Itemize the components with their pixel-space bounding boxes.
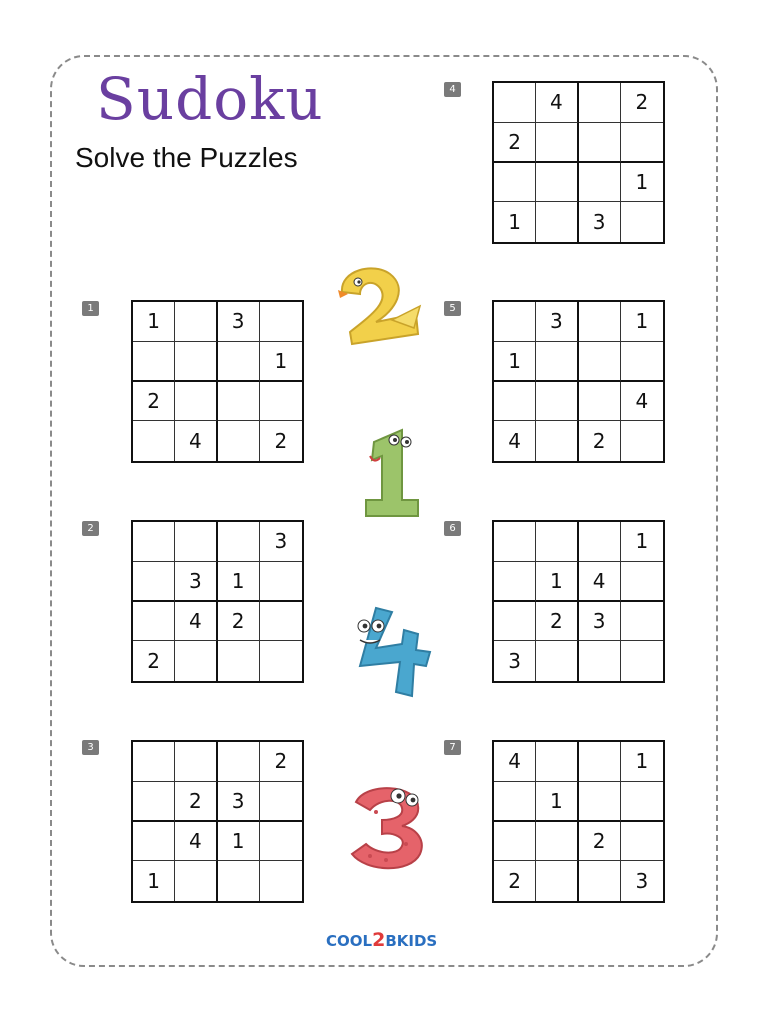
sudoku-cell (218, 382, 260, 422)
sudoku-cell: 2 (536, 602, 578, 642)
sudoku-cell (133, 822, 175, 862)
sudoku-cell (579, 522, 621, 562)
sudoku-cell (218, 742, 260, 782)
sudoku-cell: 2 (579, 822, 621, 862)
sudoku-cell (579, 782, 621, 822)
sudoku-grid-7 (492, 740, 665, 903)
puzzle-number-badge: 3 (82, 740, 99, 755)
sudoku-grid-3 (131, 740, 304, 903)
sudoku-cell (494, 522, 536, 562)
number-two-character (330, 262, 426, 348)
sudoku-cell: 3 (536, 302, 578, 342)
number-four-character (346, 604, 432, 700)
sudoku-cell (133, 562, 175, 602)
sudoku-cell: 1 (536, 782, 578, 822)
sudoku-cell (536, 382, 578, 422)
sudoku-cell: 2 (175, 782, 217, 822)
sudoku-cell: 3 (579, 202, 621, 242)
sudoku-cell: 4 (579, 562, 621, 602)
sudoku-cell (579, 861, 621, 901)
sudoku-cell (621, 421, 663, 461)
number-one-character (360, 428, 426, 522)
sudoku-cell: 2 (133, 382, 175, 422)
sudoku-cell (218, 522, 260, 562)
page-title: Sudoku (96, 65, 324, 133)
sudoku-cell (260, 861, 302, 901)
number-three-character (346, 782, 430, 872)
sudoku-cell (536, 421, 578, 461)
sudoku-cell: 1 (621, 302, 663, 342)
sudoku-cell: 4 (175, 421, 217, 461)
sudoku-cell (494, 782, 536, 822)
puzzle-number-badge: 5 (444, 301, 461, 316)
sudoku-cell: 3 (218, 782, 260, 822)
sudoku-cell: 1 (536, 562, 578, 602)
puzzle-number-badge: 4 (444, 82, 461, 97)
sudoku-cell: 2 (218, 602, 260, 642)
sudoku-cell (494, 302, 536, 342)
sudoku-cell (175, 302, 217, 342)
puzzle-number-badge: 7 (444, 740, 461, 755)
sudoku-cell: 4 (494, 421, 536, 461)
sudoku-cell (494, 562, 536, 602)
sudoku-cell (175, 342, 217, 382)
logo-text-bkids: BKIDS (385, 932, 438, 950)
sudoku-cell: 2 (579, 421, 621, 461)
sudoku-cell (579, 382, 621, 422)
sudoku-cell (621, 202, 663, 242)
sudoku-cell (494, 382, 536, 422)
sudoku-cell (218, 641, 260, 681)
sudoku-cell (536, 163, 578, 203)
sudoku-cell (494, 822, 536, 862)
sudoku-cell (260, 641, 302, 681)
sudoku-cell (579, 342, 621, 382)
sudoku-cell (494, 602, 536, 642)
sudoku-cell: 3 (260, 522, 302, 562)
sudoku-cell: 4 (175, 822, 217, 862)
sudoku-cell: 4 (494, 742, 536, 782)
sudoku-cell (536, 202, 578, 242)
sudoku-cell (536, 123, 578, 163)
sudoku-cell (579, 641, 621, 681)
sudoku-cell: 3 (218, 302, 260, 342)
page-subtitle: Solve the Puzzles (75, 142, 298, 173)
sudoku-cell (133, 421, 175, 461)
sudoku-grid-1 (131, 300, 304, 463)
sudoku-cell: 1 (621, 742, 663, 782)
sudoku-cell (133, 782, 175, 822)
sudoku-cell: 2 (621, 83, 663, 123)
sudoku-cell: 4 (175, 602, 217, 642)
sudoku-cell (260, 562, 302, 602)
sudoku-cell: 2 (260, 742, 302, 782)
sudoku-cell: 1 (260, 342, 302, 382)
sudoku-cell: 3 (579, 602, 621, 642)
sudoku-cell: 1 (494, 342, 536, 382)
sudoku-cell (260, 602, 302, 642)
sudoku-cell: 4 (536, 83, 578, 123)
sudoku-cell: 3 (635, 869, 649, 894)
sudoku-cell: 4 (621, 382, 663, 422)
sudoku-cell (175, 522, 217, 562)
logo-text-cool: COOL (326, 932, 373, 950)
sudoku-cell: 2 (494, 123, 536, 163)
sudoku-cell: 1 (218, 822, 260, 862)
logo-text-two: 2 (372, 929, 386, 951)
sudoku-cell: 1 (621, 522, 663, 562)
sudoku-cell (536, 641, 578, 681)
sudoku-cell (494, 163, 536, 203)
sudoku-cell: 1 (218, 562, 260, 602)
sudoku-cell (621, 562, 663, 602)
sudoku-cell (218, 861, 260, 901)
sudoku-cell (621, 641, 663, 681)
sudoku-cell (175, 742, 217, 782)
sudoku-cell (621, 123, 663, 163)
sudoku-cell (175, 641, 217, 681)
sudoku-cell (621, 602, 663, 642)
sudoku-cell (133, 602, 175, 642)
sudoku-cell (218, 421, 260, 461)
sudoku-cell (579, 302, 621, 342)
sudoku-cell (579, 163, 621, 203)
sudoku-grid-2 (131, 520, 304, 683)
sudoku-cell: 3 (494, 641, 536, 681)
sudoku-cell: 3 (175, 562, 217, 602)
sudoku-cell (621, 782, 663, 822)
sudoku-cell: 2 (133, 641, 175, 681)
sudoku-cell: 1 (621, 163, 663, 203)
sudoku-cell: 1 (133, 861, 175, 901)
sudoku-cell (536, 522, 578, 562)
sudoku-cell (133, 522, 175, 562)
sudoku-cell (175, 861, 217, 901)
sudoku-cell (175, 382, 217, 422)
sudoku-cell (133, 742, 175, 782)
sudoku-cell (260, 302, 302, 342)
sudoku-cell: 2 (274, 429, 288, 454)
sudoku-cell (494, 83, 536, 123)
puzzle-number-badge: 2 (82, 521, 99, 536)
sudoku-cell (260, 822, 302, 862)
sudoku-cell (133, 342, 175, 382)
sudoku-cell (579, 742, 621, 782)
sudoku-cell (260, 782, 302, 822)
sudoku-cell (579, 123, 621, 163)
sudoku-cell (260, 382, 302, 422)
sudoku-cell (218, 342, 260, 382)
sudoku-grid-6 (492, 520, 665, 683)
sudoku-grid-5 (492, 300, 665, 463)
sudoku-cell (621, 342, 663, 382)
sudoku-cell: 1 (494, 202, 536, 242)
puzzle-number-badge: 1 (82, 301, 99, 316)
sudoku-cell (536, 822, 578, 862)
sudoku-grid-4 (492, 81, 665, 244)
sudoku-cell (536, 742, 578, 782)
sudoku-cell (621, 822, 663, 862)
sudoku-cell (579, 83, 621, 123)
puzzle-number-badge: 6 (444, 521, 461, 536)
sudoku-cell (536, 342, 578, 382)
sudoku-cell: 2 (494, 861, 536, 901)
sudoku-cell: 1 (133, 302, 175, 342)
sudoku-cell (536, 861, 578, 901)
cool2bkids-logo (326, 929, 437, 951)
